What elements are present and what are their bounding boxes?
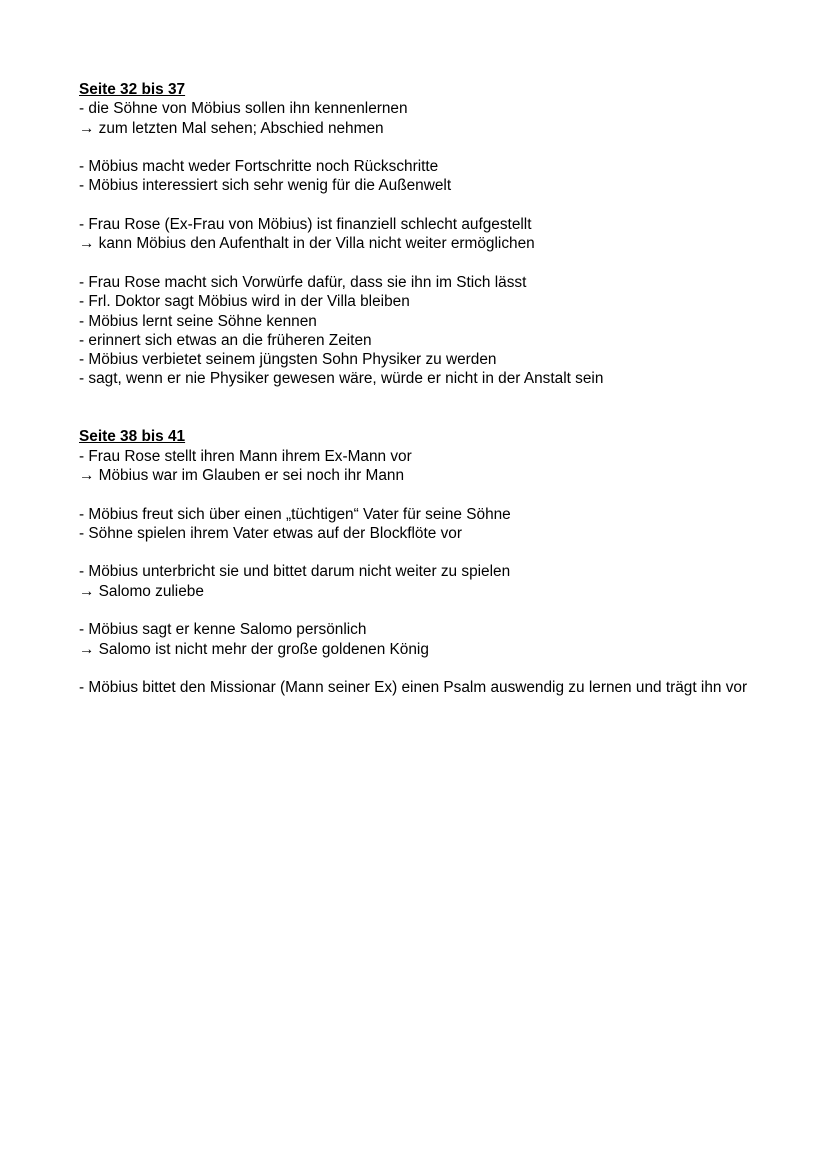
note-line: - Möbius interessiert sich sehr wenig für die Außenwelt [79,177,452,195]
note-group [79,620,769,659]
note-line: → Möbius war im Glauben er sei noch ihr Mann [79,466,405,484]
note-line: - Möbius verbietet seinem jüngsten Sohn Physiker zu werden [79,351,497,369]
note-group [79,273,769,389]
note-line: → Salomo ist nicht mehr der große goldenen König [79,640,429,658]
note-group [79,157,769,196]
note-line: - Möbius bittet den Missionar (Mann seiner Ex) einen Psalm auswendig zu lernen und trägt ihn vor [79,679,748,697]
note-group [79,562,769,601]
note-group [79,505,769,544]
section-seite-38-41 [79,427,769,697]
note-line: - Frau Rose macht sich Vorwürfe dafür, dass sie ihn im Stich lässt [79,273,527,291]
note-line: - Möbius sagt er kenne Salomo persönlich [79,621,367,639]
note-line: - Frau Rose (Ex-Frau von Möbius) ist finanziell schlecht aufgestellt [79,216,532,234]
section-heading: Seite 32 bis 37 [79,81,186,98]
note-line: - Frau Rose stellt ihren Mann ihrem Ex-Mann vor [79,447,412,465]
note-line: → kann Möbius den Aufenthalt in der Villa nicht weiter ermöglichen [79,235,535,253]
note-group [79,215,769,254]
document-page [79,80,769,698]
section-heading: Seite 38 bis 41 [79,428,186,446]
note-line: - erinnert sich etwas an die früheren Zeiten [79,331,372,349]
note-line: - Söhne spielen ihrem Vater etwas auf der Blockflöte vor [79,524,462,542]
note-line: - sagt, wenn er nie Physiker gewesen wäre, würde er nicht in der Anstalt sein [79,370,604,388]
section-seite-32-37 [79,80,769,389]
note-group [79,447,769,486]
note-line: - Möbius freut sich über einen „tüchtigen“ Vater für seine Söhne [79,505,511,523]
note-line: → zum letzten Mal sehen; Abschied nehmen [79,119,384,137]
note-line: - Möbius macht weder Fortschritte noch Rückschritte [79,158,439,176]
note-line: → Salomo zuliebe [79,582,204,600]
note-line: - Möbius unterbricht sie und bittet darum nicht weiter zu spielen [79,563,511,581]
note-line: - Frl. Doktor sagt Möbius wird in der Villa bleiben [79,293,410,311]
note-line: - die Söhne von Möbius sollen ihn kennenlernen [79,100,408,118]
note-group [79,678,769,697]
note-line: - Möbius lernt seine Söhne kennen [79,312,317,330]
note-group [79,99,769,138]
